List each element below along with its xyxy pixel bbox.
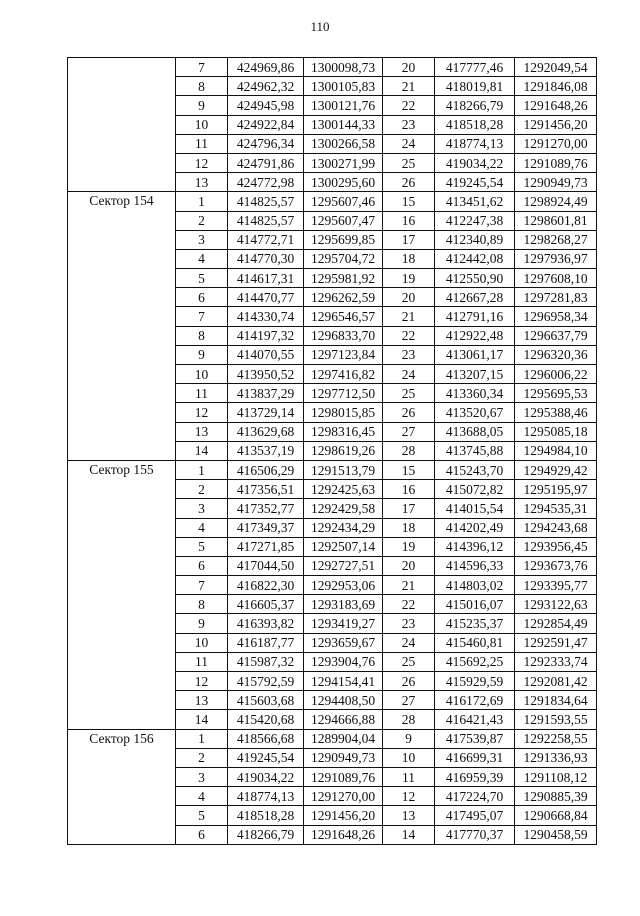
point-number-left: 10 [176, 115, 228, 134]
point-number-right: 14 [383, 825, 435, 844]
point-number-right: 15 [383, 460, 435, 479]
x-coordinate-right: 416699,31 [435, 748, 515, 767]
x-coordinate-right: 413688,05 [435, 422, 515, 441]
y-coordinate-left: 1290949,73 [304, 748, 383, 767]
y-coordinate-right: 1297936,97 [515, 249, 597, 268]
y-coordinate-left: 1294408,50 [304, 691, 383, 710]
x-coordinate-left: 424772,98 [228, 173, 304, 192]
sector-label [68, 58, 176, 192]
point-number-right: 23 [383, 614, 435, 633]
point-number-right: 26 [383, 173, 435, 192]
x-coordinate-right: 413745,88 [435, 441, 515, 460]
x-coordinate-left: 418774,13 [228, 787, 304, 806]
point-number-right: 23 [383, 115, 435, 134]
point-number-left: 12 [176, 403, 228, 422]
x-coordinate-right: 412791,16 [435, 307, 515, 326]
x-coordinate-right: 413520,67 [435, 403, 515, 422]
y-coordinate-right: 1297608,10 [515, 269, 597, 288]
y-coordinate-left: 1295607,46 [304, 192, 383, 211]
y-coordinate-left: 1300105,83 [304, 77, 383, 96]
x-coordinate-left: 424922,84 [228, 115, 304, 134]
point-number-left: 3 [176, 499, 228, 518]
x-coordinate-left: 417356,51 [228, 480, 304, 499]
y-coordinate-left: 1291089,76 [304, 767, 383, 786]
x-coordinate-left: 417349,37 [228, 518, 304, 537]
point-number-right: 20 [383, 556, 435, 575]
x-coordinate-right: 413207,15 [435, 365, 515, 384]
point-number-right: 22 [383, 96, 435, 115]
y-coordinate-right: 1297281,83 [515, 288, 597, 307]
x-coordinate-right: 418774,13 [435, 134, 515, 153]
point-number-left: 1 [176, 729, 228, 748]
point-number-left: 12 [176, 672, 228, 691]
x-coordinate-right: 412247,38 [435, 211, 515, 230]
y-coordinate-right: 1293395,77 [515, 576, 597, 595]
point-number-left: 9 [176, 96, 228, 115]
y-coordinate-right: 1294984,10 [515, 441, 597, 460]
y-coordinate-right: 1298268,27 [515, 230, 597, 249]
y-coordinate-right: 1292081,42 [515, 672, 597, 691]
x-coordinate-left: 418566,68 [228, 729, 304, 748]
point-number-right: 20 [383, 288, 435, 307]
point-number-left: 8 [176, 326, 228, 345]
point-number-right: 23 [383, 345, 435, 364]
y-coordinate-right: 1292333,74 [515, 652, 597, 671]
point-number-right: 25 [383, 652, 435, 671]
y-coordinate-right: 1291846,08 [515, 77, 597, 96]
x-coordinate-left: 424962,32 [228, 77, 304, 96]
x-coordinate-left: 414330,74 [228, 307, 304, 326]
x-coordinate-left: 414470,77 [228, 288, 304, 307]
point-number-left: 6 [176, 556, 228, 575]
y-coordinate-right: 1296006,22 [515, 365, 597, 384]
y-coordinate-left: 1298619,26 [304, 441, 383, 460]
point-number-left: 2 [176, 480, 228, 499]
y-coordinate-left: 1296546,57 [304, 307, 383, 326]
point-number-left: 14 [176, 710, 228, 729]
y-coordinate-left: 1291270,00 [304, 787, 383, 806]
y-coordinate-right: 1292854,49 [515, 614, 597, 633]
point-number-left: 2 [176, 211, 228, 230]
point-number-left: 10 [176, 365, 228, 384]
y-coordinate-right: 1298601,81 [515, 211, 597, 230]
y-coordinate-left: 1296262,59 [304, 288, 383, 307]
x-coordinate-right: 416959,39 [435, 767, 515, 786]
y-coordinate-left: 1300098,73 [304, 58, 383, 77]
y-coordinate-left: 1300144,33 [304, 115, 383, 134]
point-number-right: 10 [383, 748, 435, 767]
y-coordinate-right: 1295388,46 [515, 403, 597, 422]
x-coordinate-right: 412922,48 [435, 326, 515, 345]
x-coordinate-left: 414825,57 [228, 211, 304, 230]
point-number-left: 13 [176, 173, 228, 192]
y-coordinate-left: 1300266,58 [304, 134, 383, 153]
y-coordinate-left: 1291456,20 [304, 806, 383, 825]
x-coordinate-right: 416172,69 [435, 691, 515, 710]
point-number-left: 6 [176, 288, 228, 307]
point-number-right: 26 [383, 672, 435, 691]
y-coordinate-left: 1292953,06 [304, 576, 383, 595]
x-coordinate-left: 416187,77 [228, 633, 304, 652]
y-coordinate-right: 1292591,47 [515, 633, 597, 652]
y-coordinate-right: 1294535,31 [515, 499, 597, 518]
x-coordinate-left: 416822,30 [228, 576, 304, 595]
y-coordinate-left: 1297123,84 [304, 345, 383, 364]
point-number-right: 28 [383, 441, 435, 460]
point-number-right: 24 [383, 633, 435, 652]
point-number-right: 22 [383, 595, 435, 614]
x-coordinate-right: 415235,37 [435, 614, 515, 633]
point-number-right: 9 [383, 729, 435, 748]
y-coordinate-right: 1293122,63 [515, 595, 597, 614]
x-coordinate-left: 415987,32 [228, 652, 304, 671]
y-coordinate-right: 1291108,12 [515, 767, 597, 786]
y-coordinate-right: 1291456,20 [515, 115, 597, 134]
y-coordinate-left: 1292727,51 [304, 556, 383, 575]
x-coordinate-left: 414197,32 [228, 326, 304, 345]
point-number-left: 8 [176, 595, 228, 614]
y-coordinate-right: 1295085,18 [515, 422, 597, 441]
y-coordinate-left: 1300271,99 [304, 153, 383, 172]
y-coordinate-left: 1291648,26 [304, 825, 383, 844]
point-number-left: 10 [176, 633, 228, 652]
point-number-left: 1 [176, 192, 228, 211]
point-number-right: 25 [383, 384, 435, 403]
table-row [68, 58, 597, 77]
x-coordinate-right: 417495,07 [435, 806, 515, 825]
x-coordinate-left: 424969,86 [228, 58, 304, 77]
y-coordinate-right: 1290668,84 [515, 806, 597, 825]
x-coordinate-right: 419034,22 [435, 153, 515, 172]
x-coordinate-left: 417352,77 [228, 499, 304, 518]
y-coordinate-right: 1291336,93 [515, 748, 597, 767]
point-number-right: 11 [383, 767, 435, 786]
table-row [68, 460, 597, 479]
point-number-right: 24 [383, 134, 435, 153]
point-number-left: 3 [176, 767, 228, 786]
point-number-left: 5 [176, 269, 228, 288]
point-number-right: 25 [383, 153, 435, 172]
x-coordinate-left: 415792,59 [228, 672, 304, 691]
x-coordinate-left: 418518,28 [228, 806, 304, 825]
y-coordinate-right: 1292049,54 [515, 58, 597, 77]
x-coordinate-right: 413061,17 [435, 345, 515, 364]
y-coordinate-right: 1295695,53 [515, 384, 597, 403]
sector-label: Сектор 155 [68, 460, 176, 729]
x-coordinate-left: 414770,30 [228, 249, 304, 268]
x-coordinate-right: 418019,81 [435, 77, 515, 96]
point-number-left: 7 [176, 576, 228, 595]
y-coordinate-right: 1293956,45 [515, 537, 597, 556]
point-number-right: 22 [383, 326, 435, 345]
y-coordinate-right: 1296958,34 [515, 307, 597, 326]
x-coordinate-right: 412340,89 [435, 230, 515, 249]
y-coordinate-left: 1295981,92 [304, 269, 383, 288]
x-coordinate-left: 414617,31 [228, 269, 304, 288]
point-number-right: 18 [383, 249, 435, 268]
point-number-left: 11 [176, 652, 228, 671]
y-coordinate-right: 1290885,39 [515, 787, 597, 806]
point-number-right: 16 [383, 211, 435, 230]
y-coordinate-left: 1291513,79 [304, 460, 383, 479]
x-coordinate-right: 412442,08 [435, 249, 515, 268]
point-number-right: 21 [383, 77, 435, 96]
y-coordinate-left: 1295699,85 [304, 230, 383, 249]
page-number: 110 [310, 19, 330, 34]
point-number-left: 9 [176, 614, 228, 633]
y-coordinate-right: 1294929,42 [515, 460, 597, 479]
x-coordinate-right: 417224,70 [435, 787, 515, 806]
y-coordinate-left: 1292429,58 [304, 499, 383, 518]
x-coordinate-right: 413360,34 [435, 384, 515, 403]
x-coordinate-right: 416421,43 [435, 710, 515, 729]
x-coordinate-left: 416393,82 [228, 614, 304, 633]
y-coordinate-left: 1298316,45 [304, 422, 383, 441]
y-coordinate-right: 1296637,79 [515, 326, 597, 345]
point-number-right: 27 [383, 691, 435, 710]
point-number-right: 21 [383, 307, 435, 326]
point-number-left: 1 [176, 460, 228, 479]
point-number-left: 4 [176, 787, 228, 806]
y-coordinate-right: 1290458,59 [515, 825, 597, 844]
x-coordinate-right: 418518,28 [435, 115, 515, 134]
x-coordinate-right: 417777,46 [435, 58, 515, 77]
point-number-right: 16 [383, 480, 435, 499]
x-coordinate-right: 417770,37 [435, 825, 515, 844]
x-coordinate-right: 414202,49 [435, 518, 515, 537]
x-coordinate-right: 414015,54 [435, 499, 515, 518]
x-coordinate-right: 414596,33 [435, 556, 515, 575]
y-coordinate-left: 1293904,76 [304, 652, 383, 671]
y-coordinate-left: 1295607,47 [304, 211, 383, 230]
sector-label: Сектор 156 [68, 729, 176, 844]
point-number-left: 7 [176, 58, 228, 77]
x-coordinate-right: 418266,79 [435, 96, 515, 115]
x-coordinate-left: 413629,68 [228, 422, 304, 441]
coordinates-table [67, 57, 597, 845]
point-number-left: 3 [176, 230, 228, 249]
x-coordinate-right: 415692,25 [435, 652, 515, 671]
point-number-left: 12 [176, 153, 228, 172]
point-number-right: 21 [383, 576, 435, 595]
y-coordinate-left: 1297416,82 [304, 365, 383, 384]
point-number-right: 13 [383, 806, 435, 825]
y-coordinate-left: 1293419,27 [304, 614, 383, 633]
point-number-left: 7 [176, 307, 228, 326]
x-coordinate-left: 424791,86 [228, 153, 304, 172]
x-coordinate-left: 413837,29 [228, 384, 304, 403]
x-coordinate-left: 417044,50 [228, 556, 304, 575]
x-coordinate-right: 415929,59 [435, 672, 515, 691]
point-number-right: 27 [383, 422, 435, 441]
y-coordinate-right: 1295195,97 [515, 480, 597, 499]
y-coordinate-left: 1292434,29 [304, 518, 383, 537]
x-coordinate-left: 424796,34 [228, 134, 304, 153]
x-coordinate-right: 412667,28 [435, 288, 515, 307]
x-coordinate-right: 415072,82 [435, 480, 515, 499]
y-coordinate-right: 1294243,68 [515, 518, 597, 537]
point-number-right: 17 [383, 499, 435, 518]
y-coordinate-right: 1291270,00 [515, 134, 597, 153]
x-coordinate-right: 413451,62 [435, 192, 515, 211]
x-coordinate-left: 413729,14 [228, 403, 304, 422]
point-number-right: 19 [383, 537, 435, 556]
x-coordinate-left: 413950,52 [228, 365, 304, 384]
point-number-left: 13 [176, 691, 228, 710]
x-coordinate-left: 417271,85 [228, 537, 304, 556]
y-coordinate-left: 1297712,50 [304, 384, 383, 403]
x-coordinate-left: 415420,68 [228, 710, 304, 729]
x-coordinate-left: 414772,71 [228, 230, 304, 249]
y-coordinate-left: 1298015,85 [304, 403, 383, 422]
point-number-right: 20 [383, 58, 435, 77]
point-number-left: 5 [176, 537, 228, 556]
y-coordinate-right: 1292258,55 [515, 729, 597, 748]
x-coordinate-left: 416605,37 [228, 595, 304, 614]
y-coordinate-left: 1292507,14 [304, 537, 383, 556]
x-coordinate-right: 414396,12 [435, 537, 515, 556]
point-number-left: 4 [176, 249, 228, 268]
x-coordinate-left: 419245,54 [228, 748, 304, 767]
y-coordinate-left: 1293183,69 [304, 595, 383, 614]
y-coordinate-right: 1291834,64 [515, 691, 597, 710]
x-coordinate-left: 413537,19 [228, 441, 304, 460]
point-number-right: 17 [383, 230, 435, 249]
x-coordinate-right: 419245,54 [435, 173, 515, 192]
y-coordinate-left: 1292425,63 [304, 480, 383, 499]
y-coordinate-left: 1289904,04 [304, 729, 383, 748]
x-coordinate-right: 417539,87 [435, 729, 515, 748]
point-number-left: 11 [176, 134, 228, 153]
point-number-left: 11 [176, 384, 228, 403]
y-coordinate-left: 1300121,76 [304, 96, 383, 115]
y-coordinate-left: 1293659,67 [304, 633, 383, 652]
y-coordinate-left: 1295704,72 [304, 249, 383, 268]
y-coordinate-left: 1300295,60 [304, 173, 383, 192]
point-number-right: 28 [383, 710, 435, 729]
x-coordinate-left: 416506,29 [228, 460, 304, 479]
point-number-right: 24 [383, 365, 435, 384]
point-number-left: 14 [176, 441, 228, 460]
point-number-left: 2 [176, 748, 228, 767]
point-number-right: 26 [383, 403, 435, 422]
table-row [68, 729, 597, 748]
point-number-right: 18 [383, 518, 435, 537]
y-coordinate-left: 1294154,41 [304, 672, 383, 691]
y-coordinate-left: 1294666,88 [304, 710, 383, 729]
point-number-left: 4 [176, 518, 228, 537]
y-coordinate-right: 1291593,55 [515, 710, 597, 729]
y-coordinate-right: 1296320,36 [515, 345, 597, 364]
y-coordinate-right: 1291648,26 [515, 96, 597, 115]
y-coordinate-right: 1293673,76 [515, 556, 597, 575]
x-coordinate-right: 414803,02 [435, 576, 515, 595]
x-coordinate-left: 418266,79 [228, 825, 304, 844]
point-number-left: 9 [176, 345, 228, 364]
point-number-left: 5 [176, 806, 228, 825]
point-number-left: 13 [176, 422, 228, 441]
x-coordinate-left: 414825,57 [228, 192, 304, 211]
point-number-left: 8 [176, 77, 228, 96]
point-number-right: 19 [383, 269, 435, 288]
sector-label: Сектор 154 [68, 192, 176, 461]
x-coordinate-right: 415460,81 [435, 633, 515, 652]
point-number-right: 15 [383, 192, 435, 211]
y-coordinate-right: 1290949,73 [515, 173, 597, 192]
x-coordinate-right: 415016,07 [435, 595, 515, 614]
y-coordinate-right: 1291089,76 [515, 153, 597, 172]
x-coordinate-left: 419034,22 [228, 767, 304, 786]
x-coordinate-left: 424945,98 [228, 96, 304, 115]
x-coordinate-right: 412550,90 [435, 269, 515, 288]
y-coordinate-right: 1298924,49 [515, 192, 597, 211]
point-number-left: 6 [176, 825, 228, 844]
y-coordinate-left: 1296833,70 [304, 326, 383, 345]
point-number-right: 12 [383, 787, 435, 806]
x-coordinate-left: 415603,68 [228, 691, 304, 710]
x-coordinate-right: 415243,70 [435, 460, 515, 479]
x-coordinate-left: 414070,55 [228, 345, 304, 364]
table-row [68, 192, 597, 211]
